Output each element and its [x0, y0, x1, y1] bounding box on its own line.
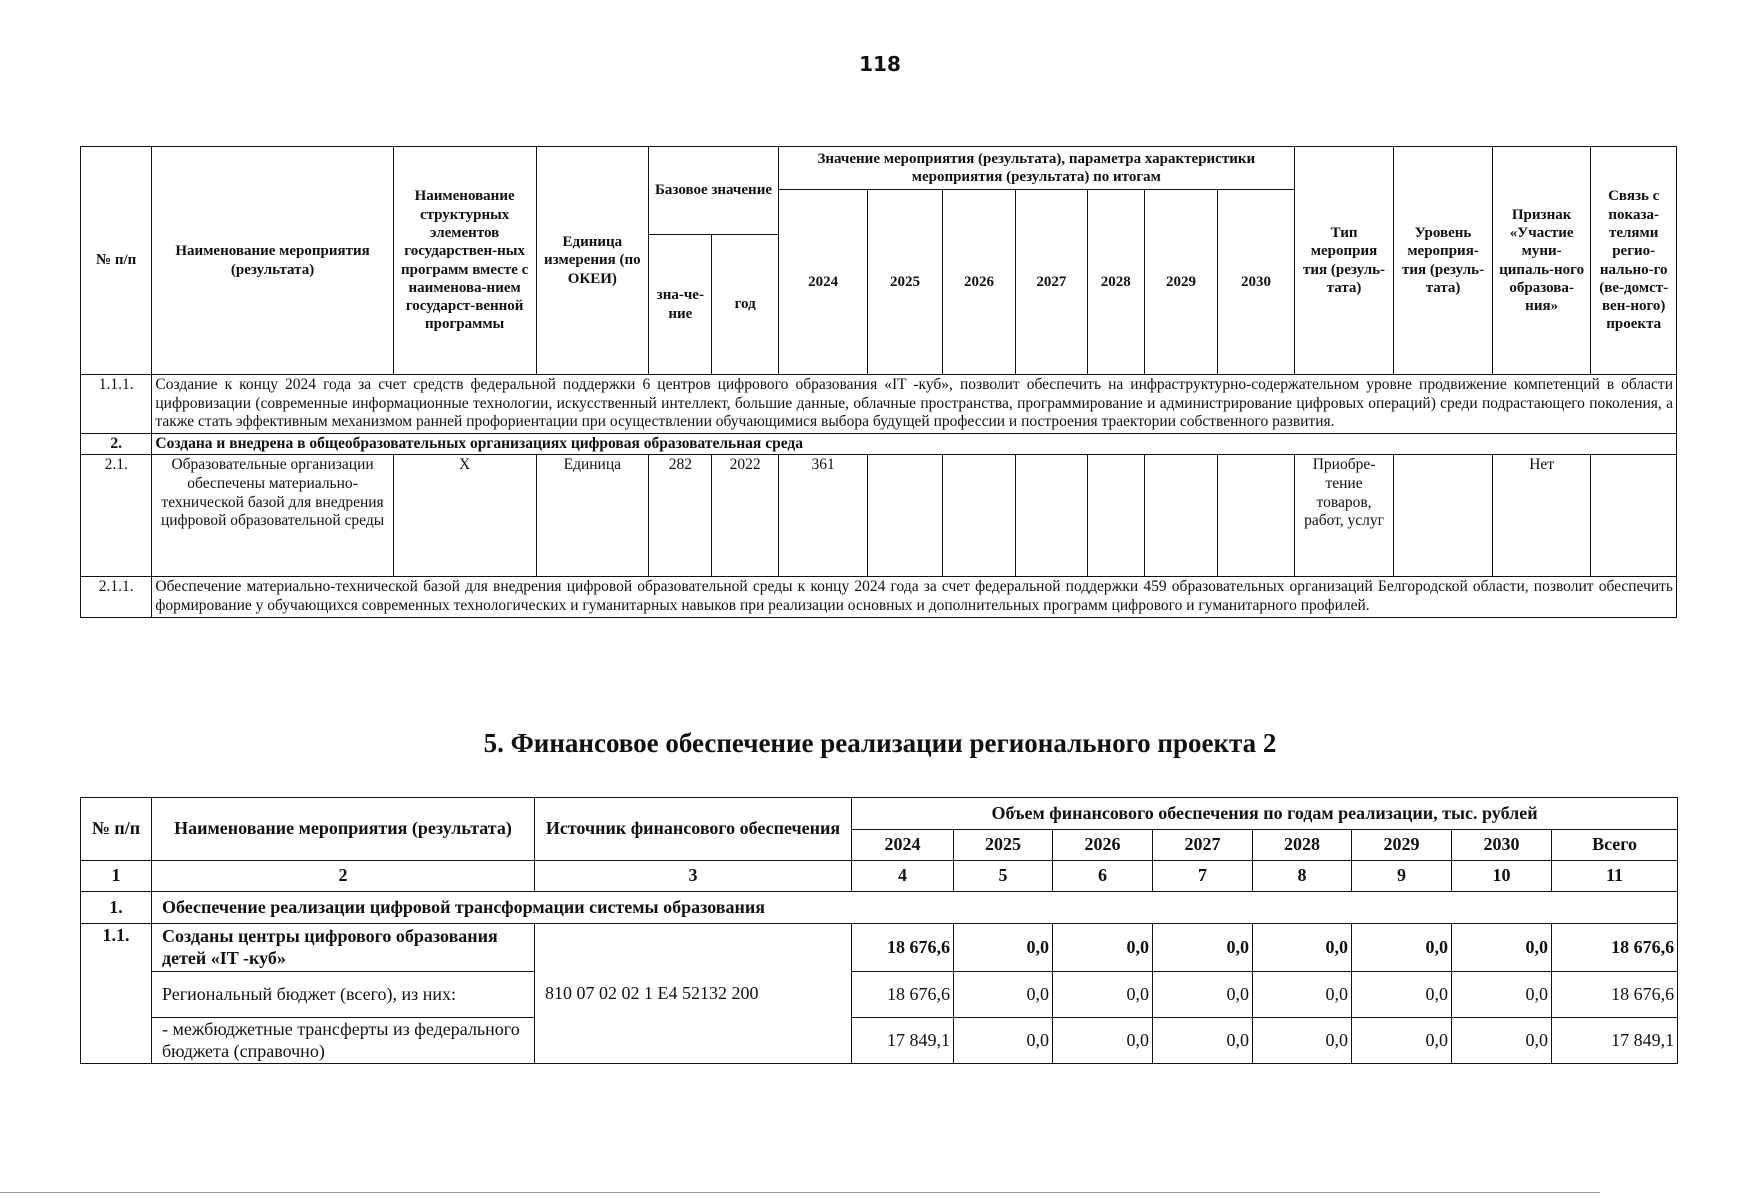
header-structural: Наименование структурных элементов государствен-ных программ вместе с наименова-нием государст-венной программы [393, 147, 536, 375]
header-year: 2024 [852, 830, 954, 861]
header-year: 2030 [1218, 190, 1295, 375]
structural-element: X [393, 455, 536, 577]
result-type: Приобре-тение товаров, работ, услуг [1294, 455, 1394, 577]
funding-source-name: - межбюджетные трансферты из федерального бюджета (справочно) [152, 1018, 535, 1064]
header-year: 2029 [1352, 830, 1452, 861]
amount-2024: 18 676,6 [852, 972, 954, 1018]
page-number: 118 [859, 52, 901, 76]
amount-total: 18 676,6 [1552, 924, 1678, 972]
result-name: Созданы центры цифрового образования детей «IT -куб» [152, 924, 535, 972]
header-unit: Единица измерения (по ОКЕИ) [536, 147, 649, 375]
column-number: 10 [1452, 861, 1552, 892]
header-year: 2028 [1087, 190, 1144, 375]
amount-2028: 0,0 [1253, 972, 1352, 1018]
amount-2026: 0,0 [1053, 924, 1153, 972]
header-year: 2029 [1144, 190, 1217, 375]
header-name: Наименование мероприятия (результата) [152, 147, 393, 375]
value-2028 [1087, 455, 1144, 577]
header-num: № п/п [81, 798, 152, 861]
column-number: 1 [81, 861, 152, 892]
row-number: 1.1.1. [81, 375, 152, 434]
amount-total: 18 676,6 [1552, 972, 1678, 1018]
amount-2026: 0,0 [1053, 972, 1153, 1018]
amount-2027: 0,0 [1153, 972, 1253, 1018]
amount-2028: 0,0 [1253, 924, 1352, 972]
unit: Единица [536, 455, 649, 577]
value-2024: 361 [778, 455, 867, 577]
column-number: 8 [1253, 861, 1352, 892]
table-row [81, 433, 1677, 455]
column-number: 4 [852, 861, 954, 892]
column-number: 9 [1352, 861, 1452, 892]
row-number: 2. [81, 433, 152, 455]
header-level: Уровень мероприя-тия (резуль-тата) [1394, 147, 1493, 375]
result-name: Образовательные организации обеспечены материально-технической базой для внедрения цифровой образовательной среды [152, 455, 393, 577]
row-description: Создание к концу 2024 года за счет средств федеральной поддержки 6 центров цифрового образования «IT -куб», позволит обеспечить на инфраструктурно-содержательном уровне продвижение компетенций в области цифровизации (современные информационные технологии, искусственный интеллект, большие данные, облачные пространства, программирование и администрирование цифровых операций) среди подрастающего поколения, а также стать эффективным механизмом ранней профориентации при осуществлении обучающимися выбора будущей профессии и построения траектории собственного развития. [152, 375, 1677, 434]
value-2026 [942, 455, 1015, 577]
header-volume: Объем финансового обеспечения по годам реализации, тыс. рублей [852, 798, 1678, 830]
row-section-title: Создана и внедрена в общеобразовательных организациях цифровая образовательная среда [152, 433, 1677, 455]
amount-2029: 0,0 [1352, 924, 1452, 972]
header-values-group: Значение мероприятия (результата), параметра характеристики мероприятия (результата) по итогам [778, 147, 1294, 190]
value-2029 [1144, 455, 1217, 577]
header-base: Базовое значение [649, 147, 779, 235]
row-number: 1. [81, 892, 152, 924]
header-source: Источник финансового обеспечения [535, 798, 852, 861]
column-number-row [81, 861, 1678, 892]
finance-table [80, 797, 1678, 1064]
row-section-title: Обеспечение реализации цифровой трансформации системы образования [152, 892, 1678, 924]
table-row [81, 924, 1678, 972]
base-year: 2022 [712, 455, 778, 577]
table-row [81, 892, 1678, 924]
amount-2028: 0,0 [1253, 1018, 1352, 1064]
amount-2027: 0,0 [1153, 1018, 1253, 1064]
header-base-year: год [712, 235, 778, 375]
column-number: 6 [1053, 861, 1153, 892]
table-row [81, 972, 1678, 1018]
result-level [1394, 455, 1493, 577]
header-year: 2030 [1452, 830, 1552, 861]
header-num: № п/п [81, 147, 152, 375]
header-year: 2028 [1253, 830, 1352, 861]
amount-2029: 0,0 [1352, 1018, 1452, 1064]
header-total: Всего [1552, 830, 1678, 861]
column-number: 11 [1552, 861, 1678, 892]
column-number: 7 [1153, 861, 1253, 892]
header-year: 2024 [778, 190, 867, 375]
row-number: 1.1. [81, 924, 152, 1064]
amount-2024: 18 676,6 [852, 924, 954, 972]
table-row [81, 577, 1677, 617]
results-table [80, 146, 1677, 618]
amount-2027: 0,0 [1153, 924, 1253, 972]
column-number: 2 [152, 861, 535, 892]
funding-source-name: Региональный бюджет (всего), из них: [152, 972, 535, 1018]
header-year: 2027 [1016, 190, 1087, 375]
header-year: 2025 [868, 190, 942, 375]
budget-code: 810 07 02 02 1 E4 52132 200 [535, 924, 852, 1064]
column-number: 3 [535, 861, 852, 892]
header-municipal: Признак «Участие муни-ципаль-ного образова-ния» [1492, 147, 1591, 375]
row-number: 2.1. [81, 455, 152, 577]
header-year: 2025 [954, 830, 1053, 861]
amount-2024: 17 849,1 [852, 1018, 954, 1064]
amount-2029: 0,0 [1352, 972, 1452, 1018]
amount-2030: 0,0 [1452, 1018, 1552, 1064]
section-title: 5. Финансовое обеспечение реализации регионального проекта 2 [483, 728, 1277, 758]
footer-rule [0, 1192, 1600, 1193]
value-2027 [1016, 455, 1087, 577]
amount-2025: 0,0 [954, 972, 1053, 1018]
column-number: 5 [954, 861, 1053, 892]
amount-2030: 0,0 [1452, 972, 1552, 1018]
value-2030 [1218, 455, 1295, 577]
table-row [81, 375, 1677, 434]
amount-2030: 0,0 [1452, 924, 1552, 972]
header-link: Связь с показа-телями регио-нально-го (ве-домст-вен-ного) проекта [1591, 147, 1677, 375]
row-number: 2.1.1. [81, 577, 152, 617]
table-row [81, 455, 1677, 577]
header-year: 2026 [1053, 830, 1153, 861]
row-description: Обеспечение материально-технической базой для внедрения цифровой образовательной среды к концу 2024 года за счет федеральной поддержки 459 образовательных организаций Белгородской области, позволит обеспечить формирование у обучающихся современных технологических и гуманитарных навыков при реализации основных и дополнительных программ цифрового и гуманитарного профилей. [152, 577, 1677, 617]
value-2025 [868, 455, 942, 577]
base-value: 282 [649, 455, 712, 577]
header-base-value: зна-че-ние [649, 235, 712, 375]
amount-2026: 0,0 [1053, 1018, 1153, 1064]
header-name: Наименование мероприятия (результата) [152, 798, 535, 861]
project-link [1591, 455, 1677, 577]
municipal-flag: Нет [1492, 455, 1591, 577]
header-year: 2027 [1153, 830, 1253, 861]
header-type: Тип мероприя тия (резуль-тата) [1294, 147, 1394, 375]
amount-total: 17 849,1 [1552, 1018, 1678, 1064]
table-row [81, 1018, 1678, 1064]
header-year: 2026 [942, 190, 1015, 375]
amount-2025: 0,0 [954, 924, 1053, 972]
amount-2025: 0,0 [954, 1018, 1053, 1064]
